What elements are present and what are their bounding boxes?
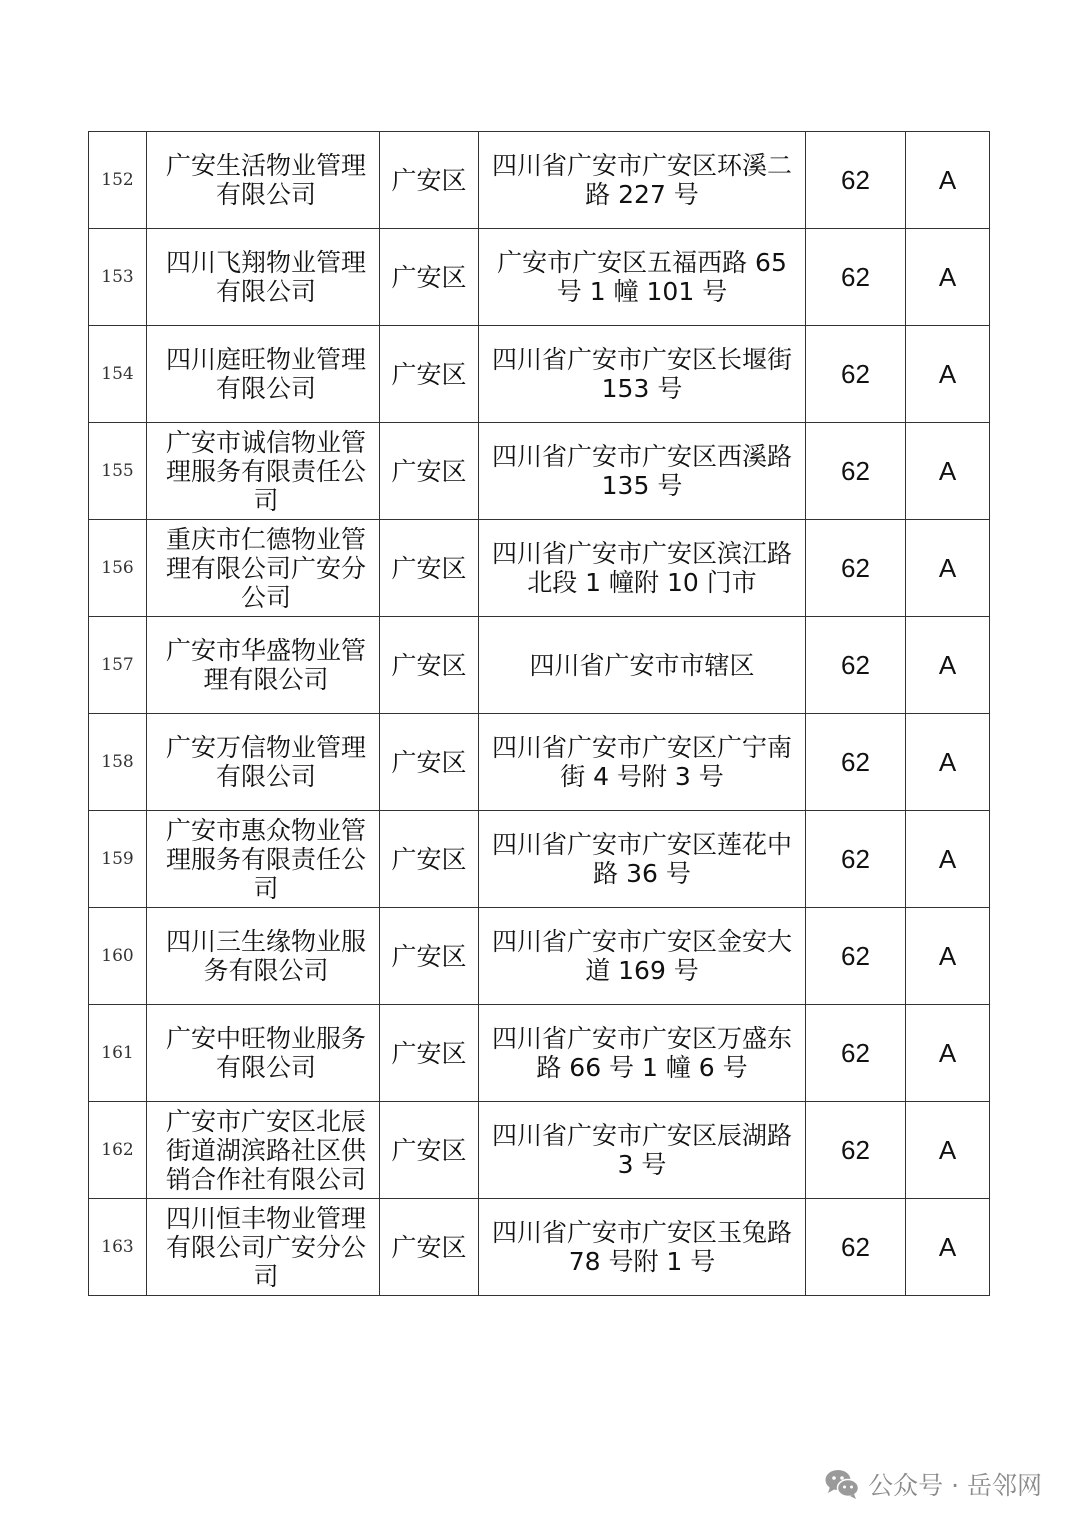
- grade-cell: [906, 520, 990, 617]
- table-row: [89, 520, 990, 617]
- company-name-cell: [147, 908, 380, 1005]
- grade: A: [938, 843, 957, 874]
- score: 62: [841, 164, 870, 195]
- address: 四川省广安市广安区西溪路 135 号: [491, 442, 792, 500]
- district: 广安区: [391, 1135, 467, 1165]
- address: 四川省广安市广安区万盛东路 66 号 1 幢 6 号: [491, 1024, 792, 1082]
- grade: A: [938, 552, 957, 583]
- table-row: [89, 617, 990, 714]
- score-cell: [806, 714, 906, 811]
- company-name: 重庆市仁德物业管理有限公司广安分公司: [165, 524, 366, 612]
- grade: A: [938, 164, 957, 195]
- wechat-icon: [824, 1468, 860, 1500]
- grade-cell: [906, 1005, 990, 1102]
- company-name: 广安市惠众物业管理服务有限责任公司: [165, 815, 366, 903]
- row-number: 163: [101, 1236, 134, 1257]
- address: 四川省广安市广安区滨江路北段 1 幢附 10 门市: [491, 539, 792, 597]
- district-cell: [380, 908, 479, 1005]
- grade: A: [938, 940, 957, 971]
- address: 四川省广安市广安区玉兔路 78 号附 1 号: [491, 1218, 792, 1276]
- address-cell: [479, 1199, 806, 1296]
- grade: A: [938, 358, 957, 389]
- score: 62: [841, 940, 870, 971]
- table-row: [89, 1199, 990, 1296]
- score-cell: [806, 617, 906, 714]
- company-name: 广安市诚信物业管理服务有限责任公司: [165, 427, 366, 515]
- row-number: 154: [101, 363, 134, 384]
- address-cell: [479, 326, 806, 423]
- district: 广安区: [391, 553, 467, 583]
- district: 广安区: [391, 941, 467, 971]
- row-number: 161: [101, 1042, 134, 1063]
- district: 广安区: [391, 747, 467, 777]
- grade-cell: [906, 617, 990, 714]
- address: 四川省广安市广安区辰湖路 3 号: [491, 1121, 792, 1179]
- address: 四川省广安市市辖区: [529, 650, 755, 680]
- company-name-cell: [147, 617, 380, 714]
- score: 62: [841, 843, 870, 874]
- address: 四川省广安市广安区金安大道 169 号: [491, 927, 792, 985]
- watermark-text: 公众号 · 岳邻网: [868, 1471, 1042, 1500]
- district-cell: [380, 229, 479, 326]
- table-row: [89, 811, 990, 908]
- row-number: 155: [101, 460, 134, 481]
- district-cell: [380, 1005, 479, 1102]
- grade-cell: [906, 811, 990, 908]
- address-cell: [479, 908, 806, 1005]
- score-cell: [806, 1102, 906, 1199]
- row-number: 158: [101, 751, 134, 772]
- address: 四川省广安市广安区长堰街 153 号: [491, 345, 792, 403]
- table-row: [89, 908, 990, 1005]
- district-cell: [380, 811, 479, 908]
- company-name: 广安万信物业管理有限公司: [165, 733, 366, 791]
- company-name-cell: [147, 1102, 380, 1199]
- row-number: 160: [101, 945, 134, 966]
- score: 62: [841, 552, 870, 583]
- table-row: [89, 714, 990, 811]
- district-cell: [380, 132, 479, 229]
- company-name: 四川飞翔物业管理有限公司: [165, 248, 366, 306]
- score: 62: [841, 358, 870, 389]
- score-cell: [806, 423, 906, 520]
- score-cell: [806, 811, 906, 908]
- district: 广安区: [391, 165, 467, 195]
- score: 62: [841, 261, 870, 292]
- company-name-cell: [147, 326, 380, 423]
- table-row: [89, 326, 990, 423]
- score: 62: [841, 649, 870, 680]
- row-number: 152: [101, 169, 134, 190]
- district-cell: [380, 1102, 479, 1199]
- company-name: 广安中旺物业服务有限公司: [165, 1024, 366, 1082]
- address-cell: [479, 617, 806, 714]
- row-number: 162: [101, 1139, 134, 1160]
- grade: A: [938, 649, 957, 680]
- district-cell: [380, 1199, 479, 1296]
- grade-cell: [906, 714, 990, 811]
- grade: A: [938, 1231, 957, 1262]
- address-cell: [479, 423, 806, 520]
- table-body: [89, 132, 990, 1296]
- row-number-cell: [89, 229, 147, 326]
- grade: A: [938, 1134, 957, 1165]
- grade-cell: [906, 908, 990, 1005]
- row-number: 157: [101, 654, 134, 675]
- address: 四川省广安市广安区环溪二路 227 号: [491, 151, 792, 209]
- address-cell: [479, 714, 806, 811]
- address: 四川省广安市广安区莲花中路 36 号: [491, 830, 792, 888]
- address: 四川省广安市广安区广宁南街 4 号附 3 号: [491, 733, 792, 791]
- table-row: [89, 423, 990, 520]
- table-row: [89, 1005, 990, 1102]
- score-cell: [806, 908, 906, 1005]
- district: 广安区: [391, 456, 467, 486]
- row-number: 153: [101, 266, 134, 287]
- district: 广安区: [391, 650, 467, 680]
- address-cell: [479, 132, 806, 229]
- grade: A: [938, 455, 957, 486]
- company-name: 广安生活物业管理有限公司: [165, 151, 366, 209]
- company-name-cell: [147, 811, 380, 908]
- grade: A: [938, 746, 957, 777]
- row-number-cell: [89, 811, 147, 908]
- row-number-cell: [89, 714, 147, 811]
- address-cell: [479, 520, 806, 617]
- district: 广安区: [391, 844, 467, 874]
- address-cell: [479, 1102, 806, 1199]
- table-row: [89, 229, 990, 326]
- row-number-cell: [89, 132, 147, 229]
- district: 广安区: [391, 1232, 467, 1262]
- grade-cell: [906, 326, 990, 423]
- score-cell: [806, 229, 906, 326]
- address-cell: [479, 1005, 806, 1102]
- grade-cell: [906, 423, 990, 520]
- score-cell: [806, 520, 906, 617]
- grade-cell: [906, 229, 990, 326]
- district: 广安区: [391, 262, 467, 292]
- grade-cell: [906, 1102, 990, 1199]
- grade-cell: [906, 132, 990, 229]
- score: 62: [841, 1134, 870, 1165]
- row-number-cell: [89, 1005, 147, 1102]
- district-cell: [380, 714, 479, 811]
- row-number-cell: [89, 617, 147, 714]
- grade-cell: [906, 1199, 990, 1296]
- company-name-cell: [147, 229, 380, 326]
- district-cell: [380, 617, 479, 714]
- company-name-cell: [147, 1005, 380, 1102]
- company-name: 广安市广安区北辰街道湖滨路社区供销合作社有限公司: [165, 1106, 366, 1194]
- score-cell: [806, 326, 906, 423]
- company-name-cell: [147, 1199, 380, 1296]
- row-number-cell: [89, 423, 147, 520]
- row-number-cell: [89, 520, 147, 617]
- district: 广安区: [391, 359, 467, 389]
- grade: A: [938, 261, 957, 292]
- score-cell: [806, 132, 906, 229]
- company-name-cell: [147, 714, 380, 811]
- watermark: [824, 1466, 1042, 1502]
- district-cell: [380, 326, 479, 423]
- row-number: 159: [101, 848, 134, 869]
- address-cell: [479, 811, 806, 908]
- row-number-cell: [89, 1199, 147, 1296]
- grade: A: [938, 1037, 957, 1068]
- company-name-cell: [147, 520, 380, 617]
- row-number-cell: [89, 1102, 147, 1199]
- district-cell: [380, 423, 479, 520]
- district-cell: [380, 520, 479, 617]
- table-row: [89, 1102, 990, 1199]
- district: 广安区: [391, 1038, 467, 1068]
- row-number-cell: [89, 908, 147, 1005]
- score-cell: [806, 1005, 906, 1102]
- score: 62: [841, 455, 870, 486]
- company-name: 四川恒丰物业管理有限公司广安分公司: [165, 1203, 366, 1291]
- address-cell: [479, 229, 806, 326]
- company-table: [88, 131, 990, 1296]
- score-cell: [806, 1199, 906, 1296]
- company-name-cell: [147, 132, 380, 229]
- company-name: 广安市华盛物业管理有限公司: [165, 636, 366, 694]
- table-row: [89, 132, 990, 229]
- row-number-cell: [89, 326, 147, 423]
- score: 62: [841, 1231, 870, 1262]
- company-name: 四川三生缘物业服务有限公司: [165, 927, 366, 985]
- score: 62: [841, 1037, 870, 1068]
- company-name-cell: [147, 423, 380, 520]
- score: 62: [841, 746, 870, 777]
- address: 广安市广安区五福西路 65 号 1 幢 101 号: [497, 248, 787, 306]
- company-name: 四川庭旺物业管理有限公司: [165, 345, 366, 403]
- row-number: 156: [101, 557, 134, 578]
